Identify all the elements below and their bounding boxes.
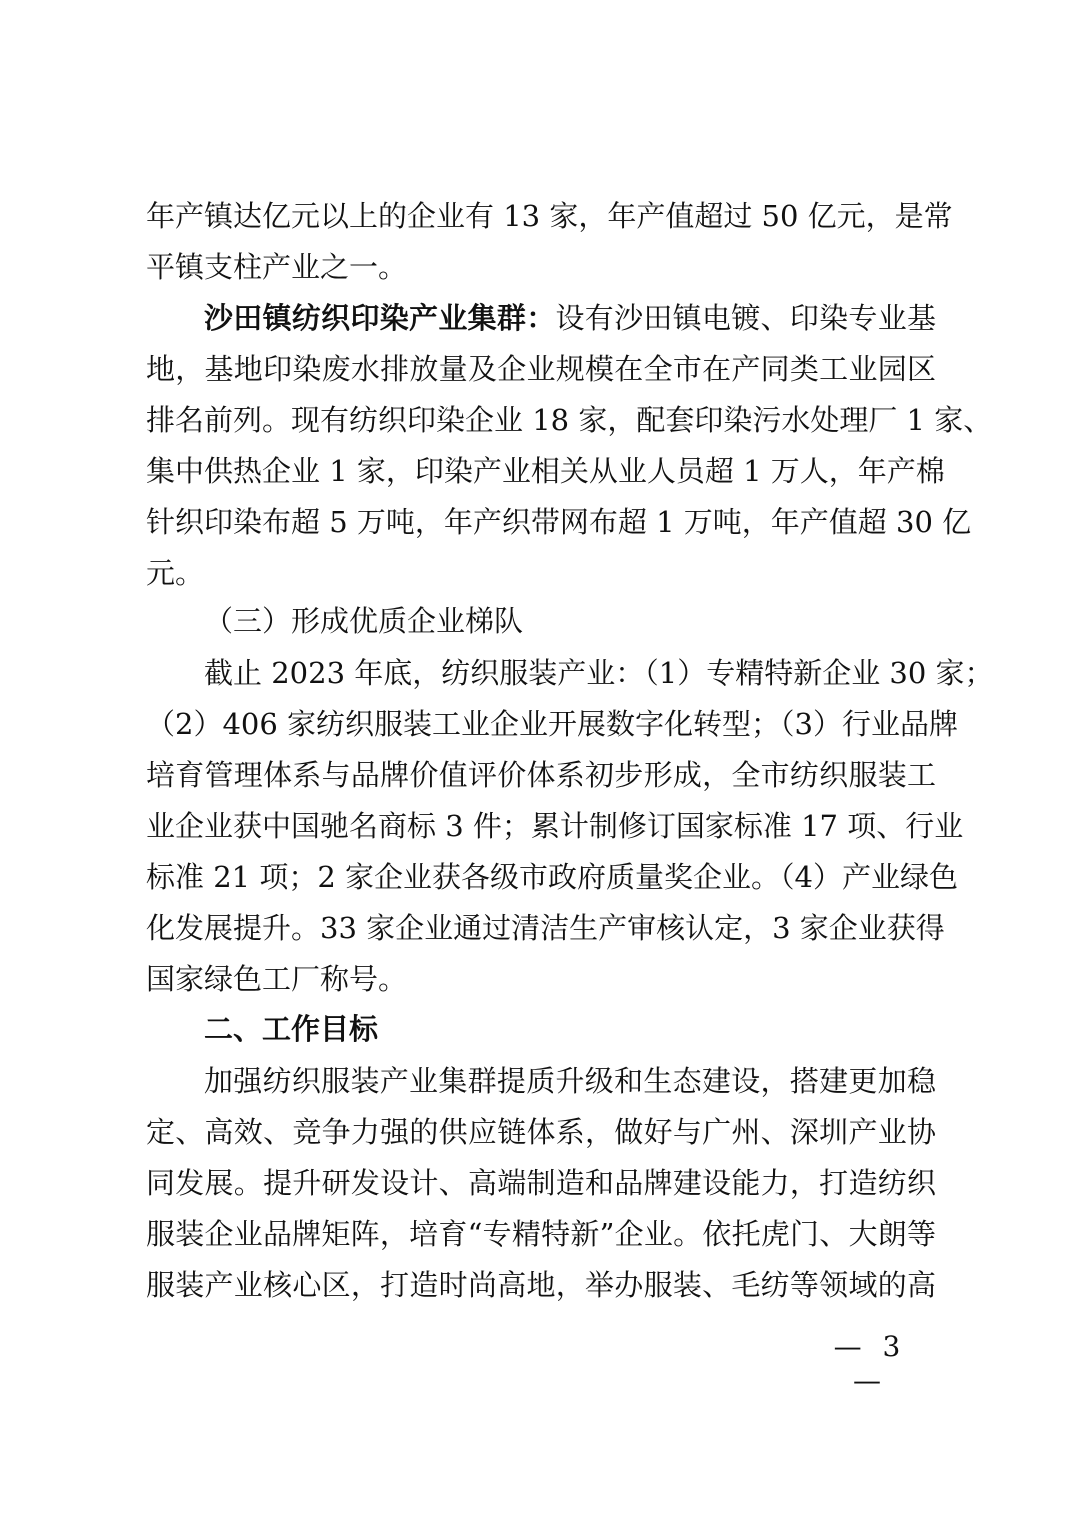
text-line-14: 标准 21 项；2 家企业获各级市政府质量奖企业。（4）产业绿色 xyxy=(146,860,958,894)
shatian-cluster-text: 设有沙田镇电镀、印染专业基 xyxy=(555,301,936,335)
text-line-20: 同发展。提升研发设计、高端制造和品牌建设能力，打造纺织 xyxy=(146,1166,936,1200)
text-line-12: 培育管理体系与品牌价值评价体系初步形成，全市纺织服装工 xyxy=(146,758,936,792)
shatian-cluster-title: 沙田镇纺织印染产业集群： xyxy=(204,301,556,335)
text-line-18: 加强纺织服装产业集群提质升级和生态建设，搭建更加稳 xyxy=(204,1064,936,1098)
text-line-11: （2）406 家纺织服装工业企业开展数字化转型；（3）行业品牌 xyxy=(146,707,958,741)
text-line-6: 集中供热企业 1 家，印染产业相关从业人员超 1 万人，年产棉 xyxy=(146,454,945,488)
text-line-7: 针织印染布超 5 万吨，年产织带网布超 1 万吨，年产值超 30 亿 xyxy=(146,505,972,539)
text-line-21: 服装企业品牌矩阵，培育“专精特新”企业。依托虎门、大朗等 xyxy=(146,1217,936,1251)
section-heading-enterprise-tier: （三）形成优质企业梯队 xyxy=(204,604,524,638)
text-line-1: 年产镇达亿元以上的企业有 13 家，年产值超过 50 亿元，是常 xyxy=(146,199,953,233)
text-line-8: 元。 xyxy=(146,556,205,590)
text-line-15: 化发展提升。33 家企业通过清洁生产审核认定，3 家企业获得 xyxy=(146,911,945,945)
text-line-2: 平镇支柱产业之一。 xyxy=(146,250,408,284)
section-heading-work-goals: 二、工作目标 xyxy=(204,1012,379,1046)
text-line-16: 国家绿色工厂称号。 xyxy=(146,962,408,996)
page-number: — 3 — xyxy=(833,1330,907,1397)
text-line-19: 定、高效、竞争力强的供应链体系，做好与广州、深圳产业协 xyxy=(146,1115,936,1149)
text-line-13: 业企业获中国驰名商标 3 件；累计制修订国家标准 17 项、行业 xyxy=(146,809,964,843)
text-line-22: 服装产业核心区，打造时尚高地，举办服装、毛纺等领域的高 xyxy=(146,1268,936,1302)
text-line-4: 地，基地印染废水排放量及企业规模在全市在产同类工业园区 xyxy=(146,352,936,386)
text-line-5: 排名前列。现有纺织印染企业 18 家，配套印染污水处理厂 1 家、 xyxy=(146,403,993,437)
paragraph-shatian-first-line xyxy=(204,301,936,335)
text-line-10: 截止 2023 年底，纺织服装产业：（1）专精特新企业 30 家； xyxy=(204,656,994,690)
